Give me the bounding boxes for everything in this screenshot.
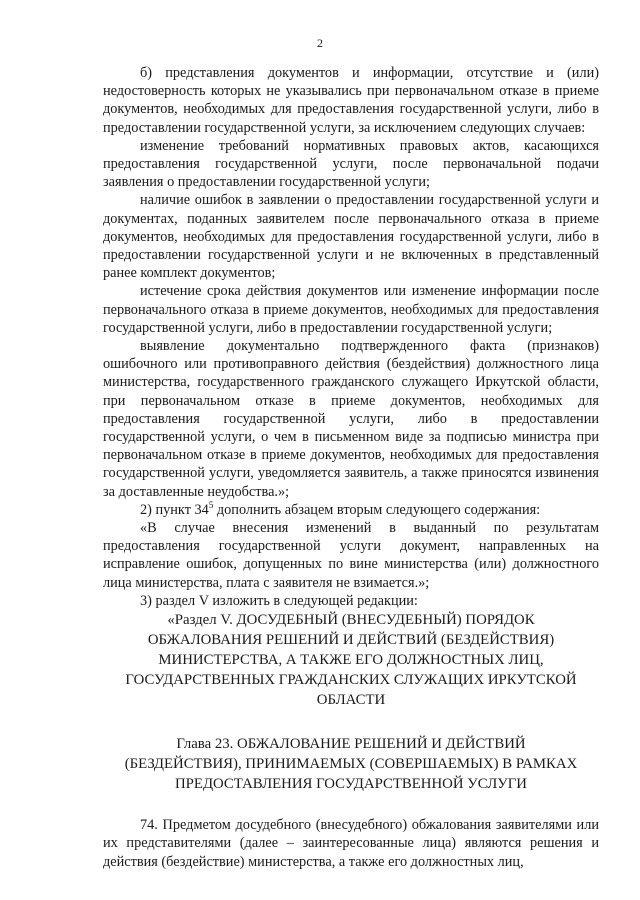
paragraph-quote: «В случае внесения изменений в выданный по результатам предоставления государственной услуги документ, направленных на исправление ошибок, допущенных по вине министерства (или) должностного лица министерства, плата с заявителя не взимается.»; [103, 520, 599, 591]
paragraph-exception-2: наличие ошибок в заявлении о предоставлении государственной услуги и документах, поданных заявителем после первоначального отказа в приеме документов, необходимых для предоставления государственной услуги, либо в предоставлении государственной услуги и не включенных в представленный ранее комплект документов; [103, 192, 599, 282]
section-heading [103, 610, 599, 710]
item2-text-before: 2) пункт 34 [140, 501, 209, 518]
paragraph-exception-1: изменение требований нормативных правовых актов, касающихся предоставления государственной услуги, после первоначальной подачи заявления о предоставлении государственной услуги; [103, 137, 599, 191]
chapter-heading [103, 734, 599, 794]
paragraph-item-74: 74. Предметом досудебного (внесудебного) обжалования заявителями или их представителями (далее – заинтересованные лица) являются решения и действия (бездействие) министерства, а также его должностных лиц, [103, 817, 599, 870]
paragraph-item-3: 3) раздел V изложить в следующей редакции: [140, 592, 418, 609]
chapter-heading-line: (БЕЗДЕЙСТВИЯ), ПРИНИМАЕМЫХ (СОВЕРШАЕМЫХ) В РАМКАХ [124, 756, 578, 773]
item2-text-after: дополнить абзацем вторым следующего содержания: [213, 501, 541, 518]
paragraph-item-2 [103, 501, 599, 519]
section-heading-line: ОБЖАЛОВАНИЯ РЕШЕНИЙ И ДЕЙСТВИЙ (БЕЗДЕЙСТВИЯ) [147, 632, 555, 649]
page-number: 2 [317, 36, 323, 50]
paragraph-item-b: б) представления документов и информации, отсутствие и (или) недостоверность которых не указывались при первоначальном отказе в приеме документов, необходимых для предоставления государственной услуги, либо в предоставлении государственной услуги, за исключением следующих случаев: [103, 65, 599, 136]
paragraph-exception-4: выявление документально подтвержденного факта (признаков) ошибочного или противоправного действия (бездействия) должностного лица министерства, государственного гражданского служащего Иркутской области, при первоначальном отказе в приеме документов, необходимых для предоставления государственной услуги, либо в предоставлении государственной услуги, о чем в письменном виде за подписью министра при первоначальном отказе в приеме документов, необходимых для предоставления государственной услуги, уведомляется заявитель, а также приносятся извинения за доставленные неудобства.»; [103, 338, 599, 500]
paragraph-exception-3: истечение срока действия документов или изменение информации после первоначального отказа в приеме документов, необходимых для предоставления государственной услуги, либо в предоставлении государственной услуги; [103, 283, 599, 336]
chapter-heading-line: Глава 23. ОБЖАЛОВАНИЕ РЕШЕНИЙ И ДЕЙСТВИЙ [176, 736, 526, 753]
section-heading-line: «Раздел V. ДОСУДЕБНЫЙ (ВНЕСУДЕБНЫЙ) ПОРЯДОК [167, 612, 535, 629]
chapter-heading-line: ПРЕДОСТАВЛЕНИЯ ГОСУДАРСТВЕННОЙ УСЛУГИ [175, 776, 527, 793]
document-body [103, 64, 599, 871]
section-heading-line: ГОСУДАРСТВЕННЫХ ГРАЖДАНСКИХ СЛУЖАЩИХ ИРКУТСКОЙ [125, 672, 577, 689]
item2-superscript: 5 [208, 500, 214, 511]
section-heading-line: МИНИСТЕРСТВА, А ТАКЖЕ ЕГО ДОЛЖНОСТНЫХ ЛИЦ, [158, 652, 544, 669]
section-heading-line: ОБЛАСТИ [316, 692, 386, 709]
